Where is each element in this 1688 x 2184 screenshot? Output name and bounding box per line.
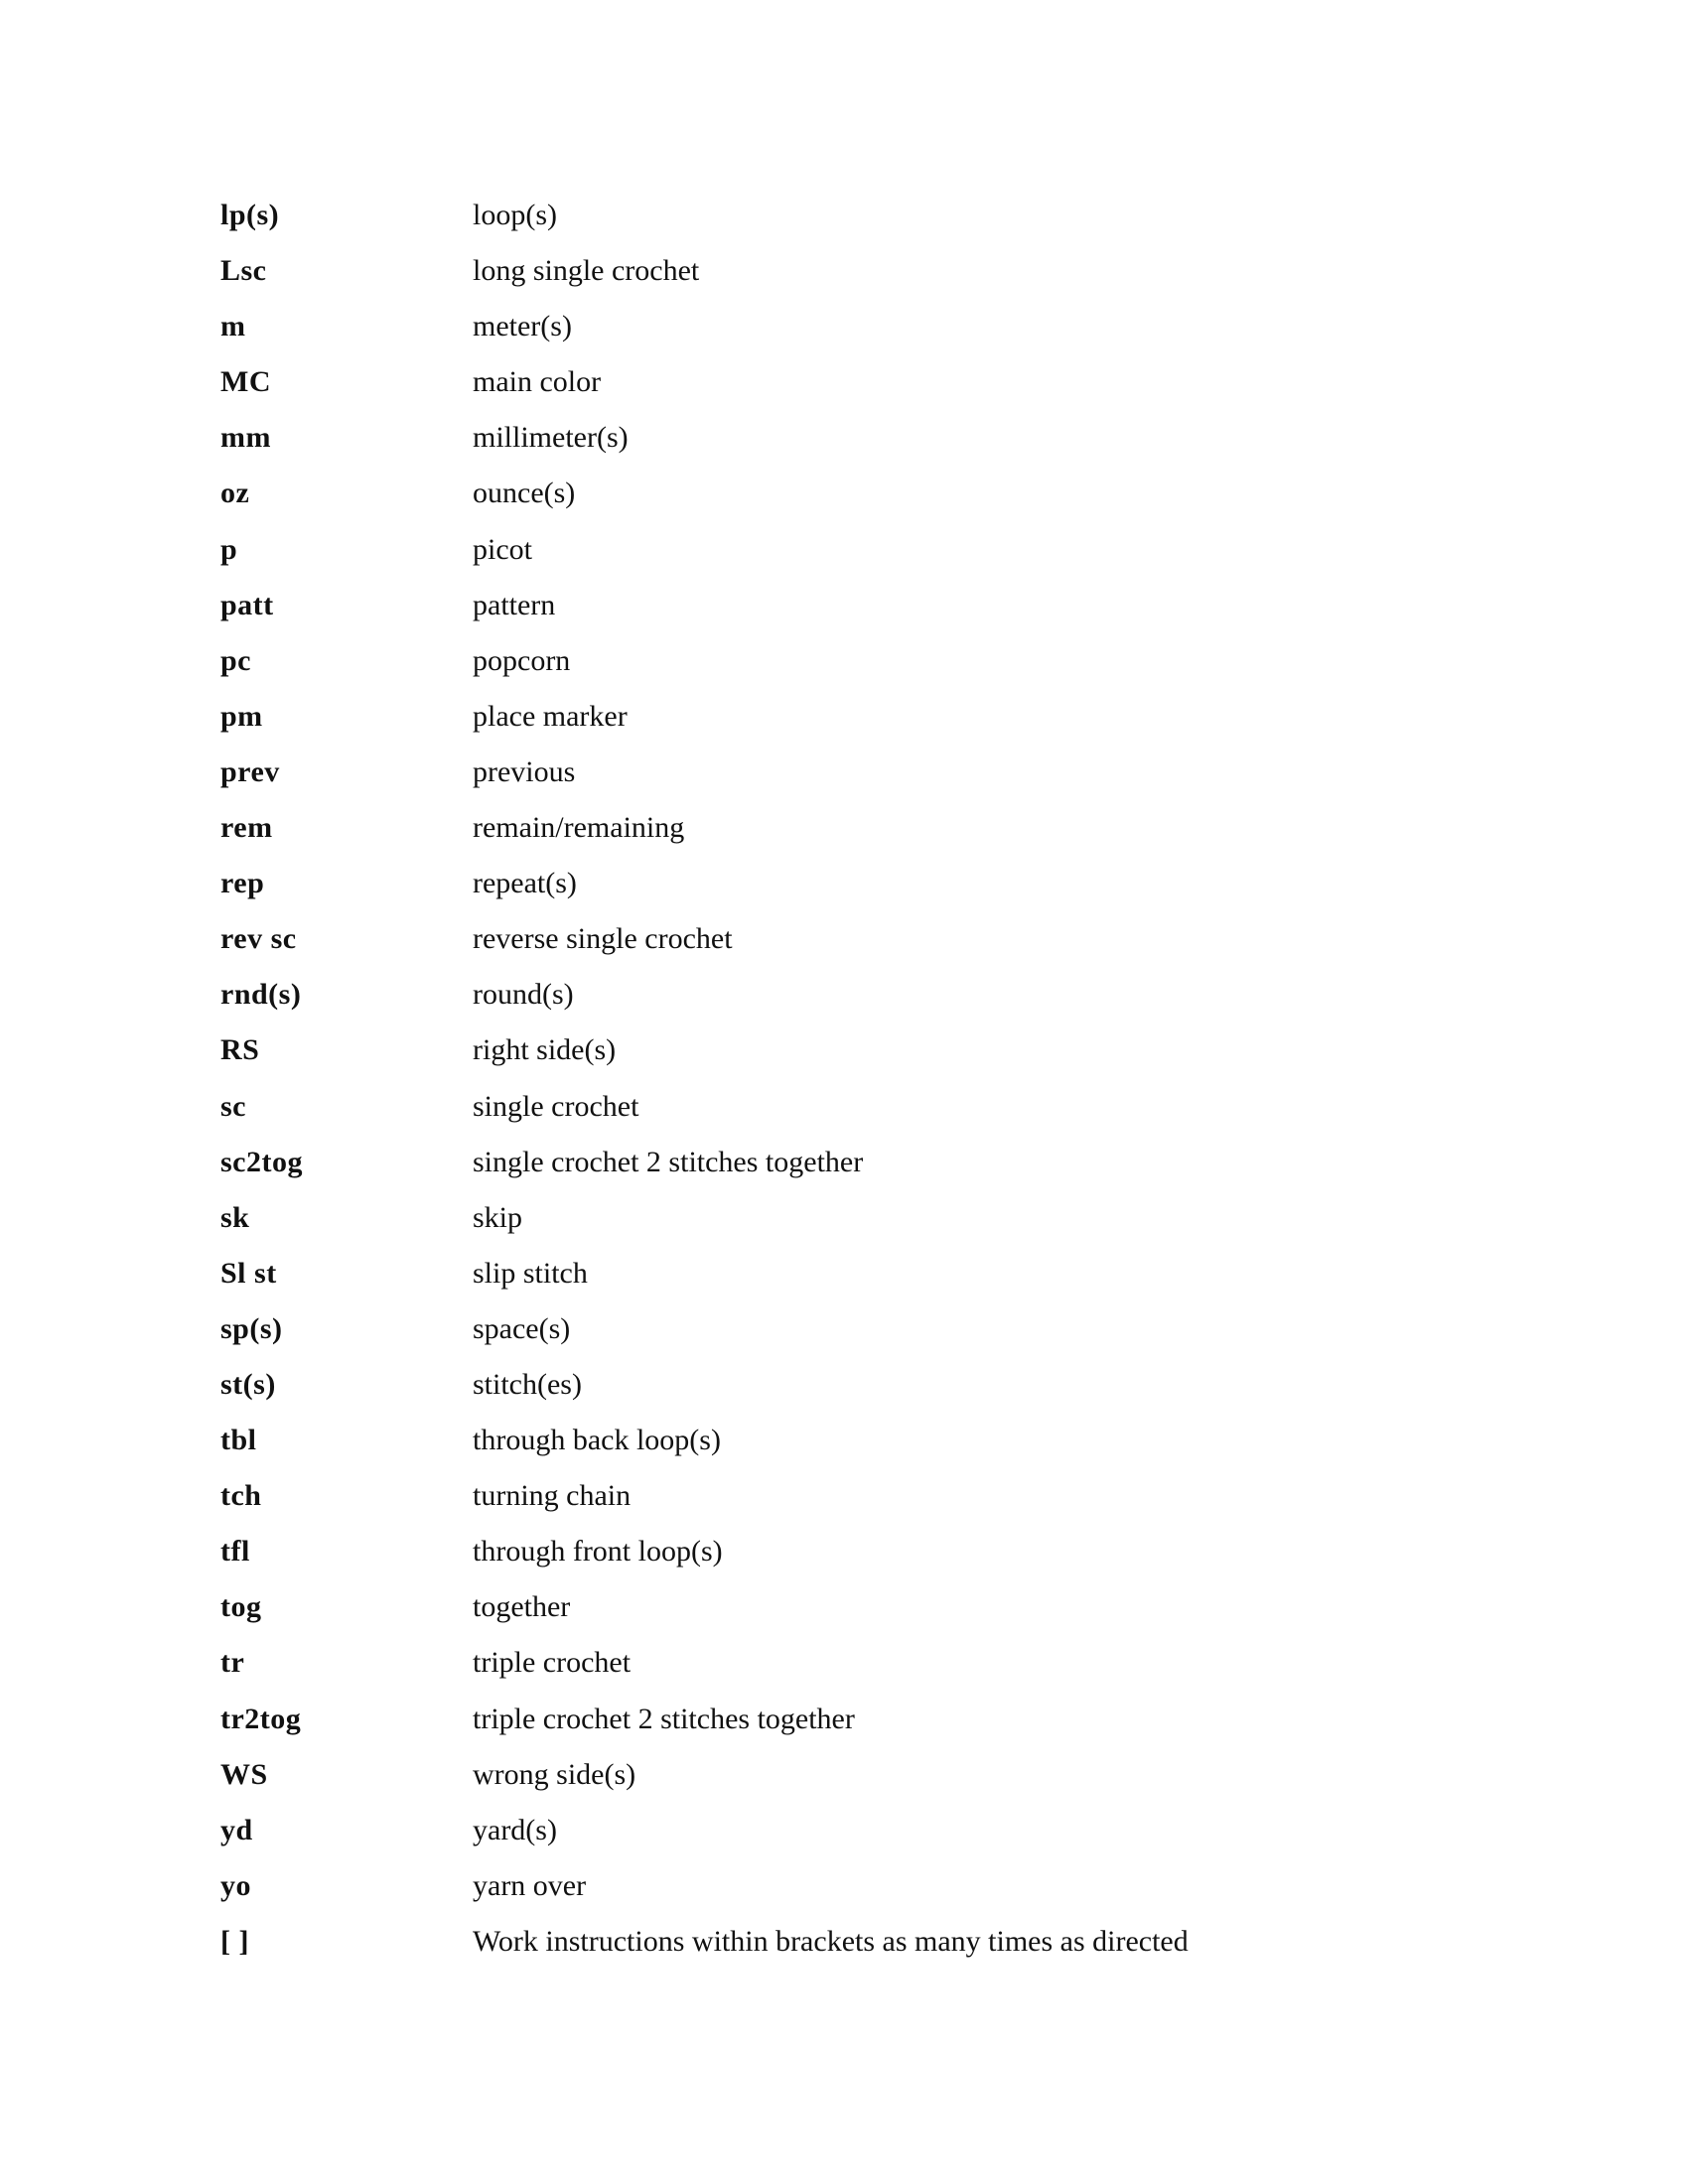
abbreviation-definition: long single crochet xyxy=(473,254,700,288)
abbreviation-list xyxy=(220,194,1511,1976)
abbreviation-definition: ounce(s) xyxy=(473,477,576,510)
abbreviation-term: Lsc xyxy=(220,254,267,288)
abbreviation-term: rem xyxy=(220,811,273,845)
glossary-row xyxy=(220,1474,1511,1530)
glossary-row xyxy=(220,1307,1511,1363)
abbreviation-term: prev xyxy=(220,754,280,788)
abbreviation-definition: main color xyxy=(473,365,602,399)
glossary-row xyxy=(220,751,1511,806)
glossary-row xyxy=(220,360,1511,416)
abbreviation-term: sc xyxy=(220,1089,246,1123)
abbreviation-term: rnd(s) xyxy=(220,978,302,1012)
abbreviation-definition: stitch(es) xyxy=(473,1367,582,1401)
abbreviation-term: m xyxy=(220,310,246,343)
abbreviation-term: tbl xyxy=(220,1424,257,1457)
abbreviation-term: patt xyxy=(220,588,274,621)
glossary-row xyxy=(220,584,1511,639)
abbreviation-term: rep xyxy=(220,867,265,900)
abbreviation-definition: meter(s) xyxy=(473,310,572,343)
abbreviation-term: yd xyxy=(220,1813,253,1846)
abbreviation-definition: picot xyxy=(473,532,532,566)
abbreviation-term: [ ] xyxy=(220,1924,249,1958)
glossary-row xyxy=(220,1530,1511,1585)
abbreviation-term: RS xyxy=(220,1033,260,1067)
abbreviation-definition: remain/remaining xyxy=(473,811,685,845)
abbreviation-term: tch xyxy=(220,1479,262,1513)
glossary-row xyxy=(220,1641,1511,1697)
glossary-row xyxy=(220,305,1511,360)
abbreviation-term: yo xyxy=(220,1868,251,1902)
abbreviation-term: pm xyxy=(220,699,263,733)
glossary-row xyxy=(220,1585,1511,1641)
abbreviation-definition: through front loop(s) xyxy=(473,1535,723,1569)
glossary-row xyxy=(220,1363,1511,1419)
abbreviation-definition: Work instructions within brackets as many times as directed xyxy=(473,1924,1189,1958)
abbreviation-term: rev sc xyxy=(220,922,297,956)
abbreviation-term: tr xyxy=(220,1646,245,1680)
abbreviation-definition: round(s) xyxy=(473,978,574,1012)
abbreviation-definition: yarn over xyxy=(473,1868,587,1902)
abbreviation-definition: pattern xyxy=(473,588,556,621)
glossary-row xyxy=(220,1809,1511,1864)
abbreviation-definition: triple crochet 2 stitches together xyxy=(473,1702,855,1735)
abbreviation-definition: through back loop(s) xyxy=(473,1424,721,1457)
abbreviation-definition: single crochet xyxy=(473,1089,639,1123)
abbreviation-term: oz xyxy=(220,477,250,510)
glossary-row xyxy=(220,1698,1511,1753)
glossary-row xyxy=(220,639,1511,695)
abbreviation-definition: loop(s) xyxy=(473,199,557,231)
glossary-row xyxy=(220,249,1511,305)
glossary-row xyxy=(220,194,1511,249)
abbreviation-definition: place marker xyxy=(473,699,628,733)
abbreviation-definition: space(s) xyxy=(473,1311,571,1345)
abbreviation-term: lp(s) xyxy=(220,199,280,231)
glossary-row xyxy=(220,1196,1511,1252)
abbreviation-term: sk xyxy=(220,1200,250,1234)
glossary-row xyxy=(220,917,1511,973)
glossary-row xyxy=(220,1920,1511,1976)
abbreviation-definition: reverse single crochet xyxy=(473,922,733,956)
abbreviation-definition: right side(s) xyxy=(473,1033,617,1067)
glossary-row xyxy=(220,1419,1511,1474)
abbreviation-term: tr2tog xyxy=(220,1702,302,1735)
abbreviation-term: p xyxy=(220,532,238,566)
glossary-row xyxy=(220,1753,1511,1809)
glossary-row xyxy=(220,528,1511,584)
abbreviation-term: st(s) xyxy=(220,1367,276,1401)
abbreviation-term: tog xyxy=(220,1590,262,1624)
glossary-row xyxy=(220,472,1511,527)
abbreviation-definition: together xyxy=(473,1590,571,1624)
abbreviation-definition: previous xyxy=(473,754,576,788)
glossary-row xyxy=(220,862,1511,917)
abbreviation-term: Sl st xyxy=(220,1256,277,1290)
abbreviation-term: sp(s) xyxy=(220,1311,283,1345)
glossary-row xyxy=(220,1028,1511,1084)
glossary-row xyxy=(220,973,1511,1028)
abbreviation-definition: popcorn xyxy=(473,643,571,677)
abbreviation-definition: yard(s) xyxy=(473,1813,557,1846)
abbreviation-definition: triple crochet xyxy=(473,1646,632,1680)
abbreviation-definition: turning chain xyxy=(473,1479,632,1513)
abbreviation-term: mm xyxy=(220,421,271,455)
abbreviation-definition: millimeter(s) xyxy=(473,421,629,455)
glossary-row xyxy=(220,416,1511,472)
abbreviation-term: sc2tog xyxy=(220,1145,303,1178)
glossary-row xyxy=(220,1085,1511,1141)
abbreviation-definition: repeat(s) xyxy=(473,867,577,900)
abbreviation-definition: single crochet 2 stitches together xyxy=(473,1145,864,1178)
abbreviation-term: pc xyxy=(220,643,251,677)
glossary-row xyxy=(220,1141,1511,1196)
abbreviation-definition: wrong side(s) xyxy=(473,1757,636,1791)
glossary-row xyxy=(220,695,1511,751)
abbreviation-term: tfl xyxy=(220,1535,250,1569)
abbreviation-definition: skip xyxy=(473,1200,523,1234)
glossary-row xyxy=(220,1864,1511,1920)
abbreviation-definition: slip stitch xyxy=(473,1256,588,1290)
abbreviation-term: MC xyxy=(220,365,271,399)
glossary-row xyxy=(220,806,1511,862)
glossary-row xyxy=(220,1252,1511,1307)
abbreviation-term: WS xyxy=(220,1757,268,1791)
